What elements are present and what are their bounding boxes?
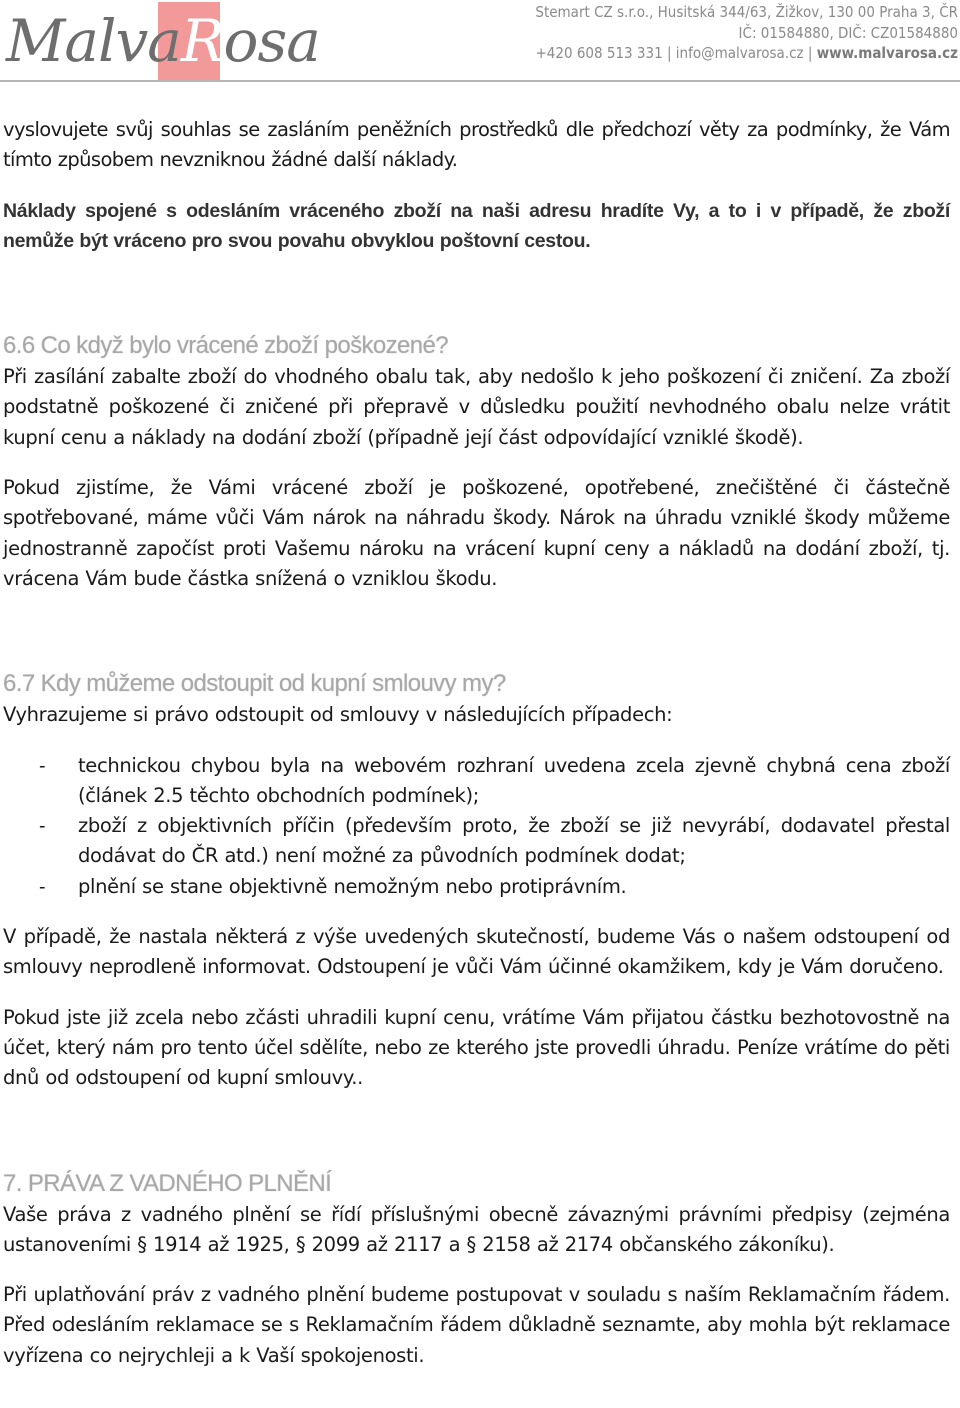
- spacer: [3, 731, 950, 751]
- spacer: [3, 594, 950, 668]
- page-header: [0, 0, 960, 82]
- list-item: [3, 751, 950, 812]
- company-phone-email: +420 608 513 331 | info@malvarosa.cz |: [535, 44, 817, 62]
- logo-wordmark: [6, 8, 320, 74]
- logo-text-osa: osa: [223, 7, 320, 75]
- company-address: Stemart CZ s.r.o., Husitská 344/63, Žižkov, 130 00 Praha 3, ČR: [535, 3, 958, 21]
- list-item-text: technickou chybou byla na webovém rozhraní uvedena zcela zjevně chybná cena zboží (článek 2.5 těchto obchodních podmínek);: [78, 753, 950, 807]
- list-dash: -: [39, 875, 46, 898]
- list-item-text: plnění se stane objektivně nemožným nebo protiprávním.: [78, 874, 627, 898]
- list-withdrawal-reasons: [3, 751, 950, 902]
- paragraph-7-b: Při uplatňování práv z vadného plnění budeme postupovat v souladu s naším Reklamačním řádem. Před odesláním reklamace se s Reklamačním řádem důkladně seznamte, aby mohla být reklamace vyřízena co nejrychleji a k Vaší spokojenosti.: [3, 1283, 950, 1367]
- spacer: [3, 1094, 950, 1168]
- paragraph-6-6-a: Při zasílání zabalte zboží do vhodného obalu tak, aby nedošlo k jeho poškození či zničení. Za zboží podstatně poškozené či zničené při přepravě v důsledku použití nevhodného obalu nelze vrátit kupní cenu a náklady na dodání zboží (případně její část odpovídající vzniklé škodě).: [3, 365, 950, 449]
- list-item: [3, 811, 950, 872]
- spacer: [3, 176, 950, 196]
- list-dash: -: [39, 815, 46, 838]
- paragraph-6-7-c: Pokud jste již zcela nebo zčásti uhradili kupní cenu, vrátíme Vám přijatou částku bezhotovostně na účet, který nám pro tento účel sdělíte, nebo ze kterého jste provedli úhradu. Peníze vrátíme do pěti dnů od odstoupení od kupní smlouvy..: [3, 1005, 950, 1090]
- company-contacts: [535, 43, 958, 64]
- spacer: [3, 1260, 950, 1280]
- logo-text-malva: Malva: [6, 7, 181, 75]
- document-body: [3, 115, 950, 1371]
- heading-6-6: 6.6 Co když bylo vrácené zboží poškozené?: [3, 332, 449, 360]
- logo-text-r: R: [180, 7, 224, 75]
- spacer: [3, 453, 950, 473]
- paragraph-6-6-b: Pokud zjistíme, že Vámi vrácené zboží je poškozené, opotřebené, znečištěné či částečně spotřebované, máme vůči Vám nárok na náhradu škody. Nárok na úhradu vzniklé škody můžeme jednostranně započíst proti Vašemu nároku na vrácení kupní ceny a nákladů na dodání zboží, tj. vrácena Vám bude částka snížená o vzniklou škodu.: [3, 476, 950, 590]
- malvarosa-logo: [2, 2, 320, 80]
- company-ids: IČ: 01584880, DIČ: CZ01584880: [738, 23, 958, 42]
- paragraph-intro: vyslovujete svůj souhlas se zasláním peněžních prostředků dle předchozí věty za podmínky, že Vám tímto způsobem nevzniknou žádné další náklady.: [3, 118, 950, 172]
- company-website: www.malvarosa.cz: [816, 44, 958, 62]
- company-info: [535, 2, 958, 64]
- spacer: [3, 983, 950, 1003]
- list-dash: -: [39, 754, 46, 777]
- paragraph-6-7-b: V případě, že nastala některá z výše uvedených skutečností, budeme Vás o našem odstoupení od smlouvy neprodleně informovat. Odstoupení je vůči Vám účinné okamžikem, kdy je Vám doručeno.: [3, 925, 950, 979]
- list-item: [3, 872, 950, 902]
- heading-6-7: 6.7 Kdy můžeme odstoupit od kupní smlouvy my?: [3, 670, 506, 698]
- paragraph-6-7-intro: Vyhrazujeme si právo odstoupit od smlouvy v následujících případech:: [3, 703, 673, 727]
- list-item-text: zboží z objektivních příčin (především proto, že zboží se již nevyrábí, dodavatel přestal dodávat do ČR atd.) není možné za původních podmínek dodat;: [78, 814, 950, 868]
- paragraph-return-costs: Náklady spojené s odesláním vráceného zboží na naši adresu hradíte Vy, a to i v případě, že zboží nemůže být vráceno pro svou povahu obvyklou poštovní cestou.: [3, 199, 950, 252]
- heading-7: 7. PRÁVA Z VADNÉHO PLNĚNÍ: [3, 1169, 332, 1197]
- spacer: [3, 902, 950, 922]
- header-divider: [0, 80, 960, 82]
- paragraph-7-a: Vaše práva z vadného plnění se řídí příslušnými obecně závaznými právními předpisy (zejména ustanoveními § 1914 až 1925, § 2099 až 2117 a § 2158 až 2174 občanského zákoníku).: [3, 1202, 950, 1256]
- spacer: [3, 256, 950, 330]
